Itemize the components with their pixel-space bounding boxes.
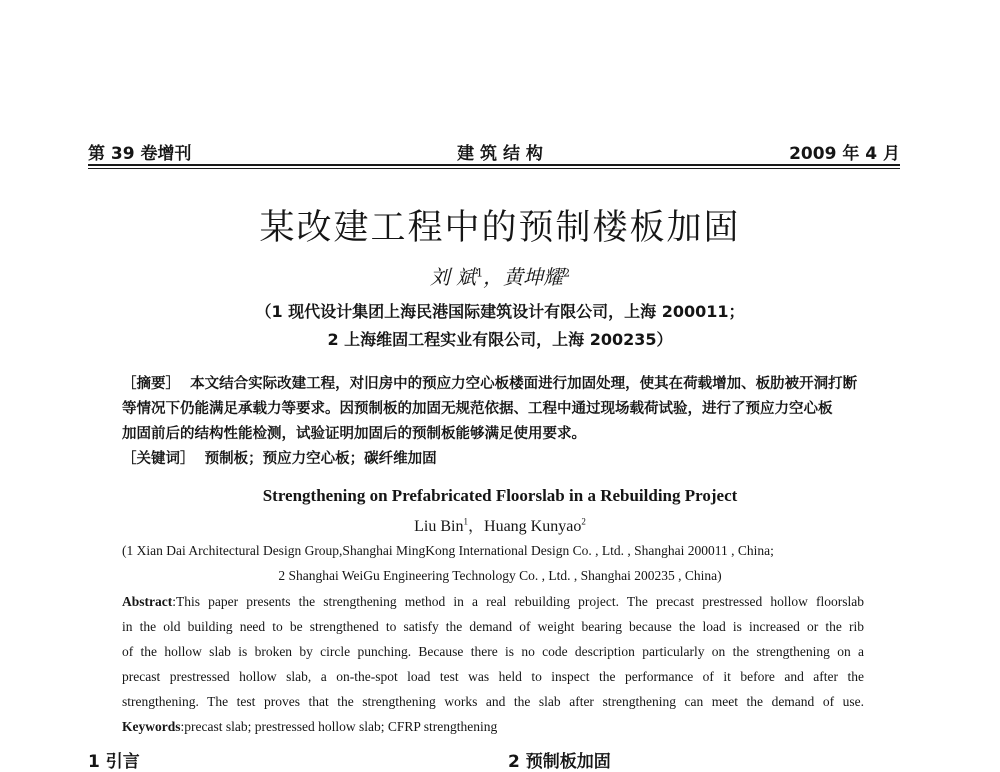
keywords-en-text: precast slab; prestressed hollow slab; CFRP strengthening — [184, 719, 498, 734]
author-2-name: 黄坤耀 — [503, 265, 564, 289]
author-2-sup: 2 — [563, 266, 571, 280]
author-2-name-en: Huang Kunyao — [484, 518, 582, 535]
header-rule-thin — [88, 168, 900, 169]
abstract-cn-line-1 — [122, 372, 857, 393]
abstract-en-line-1 — [122, 594, 864, 610]
author-separator: ， — [483, 265, 504, 289]
section-heading-introduction: 1 引言 — [88, 752, 140, 772]
abstract-en-line-4: precast prestressed hollow slab, a on-the-spot load test was held to inspect the performance of it before and after the — [122, 669, 864, 684]
keywords-en-colon: : — [180, 719, 185, 734]
affiliation-en-line-1: (1 Xian Dai Architectural Design Group,Shanghai MingKong International Design Co. , Ltd. , Shanghai 200011 , China; — [122, 543, 774, 558]
author-separator-en: ， — [468, 518, 485, 535]
keywords-en — [122, 719, 864, 735]
authors-en — [0, 513, 1000, 536]
running-header-journal: 建 筑 结 构 — [457, 144, 543, 164]
abstract-en-colon: : — [172, 594, 177, 609]
affiliation-en-line-2: 2 Shanghai WeiGu Engineering Technology Co. , Ltd. , Shanghai 200235 , China) — [278, 568, 722, 583]
author-2-sup-en: 2 — [581, 516, 586, 527]
affiliation-cn-line-2: 2 上海维固工程实业有限公司，上海 200235） — [327, 330, 673, 349]
running-header-volume: 第 39 卷增刊 — [88, 144, 192, 164]
abstract-en-label: Abstract — [122, 594, 173, 609]
keywords-cn-label: ［关键词］ — [122, 451, 195, 467]
keywords-en-label: Keywords — [122, 719, 181, 734]
author-1-name-en: Liu Bin — [414, 518, 464, 535]
keywords-cn-text: 预制板；预应力空心板；碳纤维加固 — [204, 451, 437, 467]
authors-cn — [0, 261, 1000, 290]
author-1-name: 刘 斌 — [429, 265, 477, 289]
abstract-cn-text-1: 本文结合实际改建工程，对旧房中的预应力空心板楼面进行加固处理，使其在荷载增加、板肋被开洞打断 — [190, 376, 858, 392]
abstract-en-text-1: This paper presents the strengthening method in a real rebuilding project. The precast prestressed hollow floorslab — [176, 594, 864, 609]
author-1-sup-en: 1 — [463, 516, 468, 527]
abstract-cn-label: ［摘要］ — [122, 376, 180, 392]
abstract-cn-line-2: 等情况下仍能满足承载力等要求。因预制板的加固无规范依据、工程中通过现场载荷试验，进行了预应力空心板 — [122, 401, 833, 417]
abstract-cn-line-3: 加固前后的结构性能检测，试验证明加固后的预制板能够满足使用要求。 — [122, 426, 586, 442]
author-1-sup: 1 — [476, 266, 484, 280]
abstract-en-line-5: strengthening. The test proves that the strengthening works and the slab after strengthening can meet the demand of use. — [122, 694, 864, 709]
section-heading-slab-strengthening: 2 预制板加固 — [508, 752, 611, 772]
abstract-en-line-3: of the hollow slab is broken by circle punching. Because there is no code description particularly on the strengthening on a — [122, 644, 864, 659]
running-header-date: 2009 年 4 月 — [789, 144, 900, 164]
paper-title-en: Strengthening on Prefabricated Floorslab in a Rebuilding Project — [262, 486, 738, 505]
keywords-cn — [122, 447, 437, 468]
abstract-en-line-2: in the old building need to be strengthened to satisfy the demand of weight bearing because the load is increased or the rib — [122, 619, 864, 634]
paper-title-cn: 某改建工程中的预制楼板加固 — [259, 208, 741, 248]
header-rule — [88, 164, 900, 166]
affiliation-cn-line-1: （1 现代设计集团上海民港国际建筑设计有限公司，上海 200011； — [255, 302, 745, 321]
